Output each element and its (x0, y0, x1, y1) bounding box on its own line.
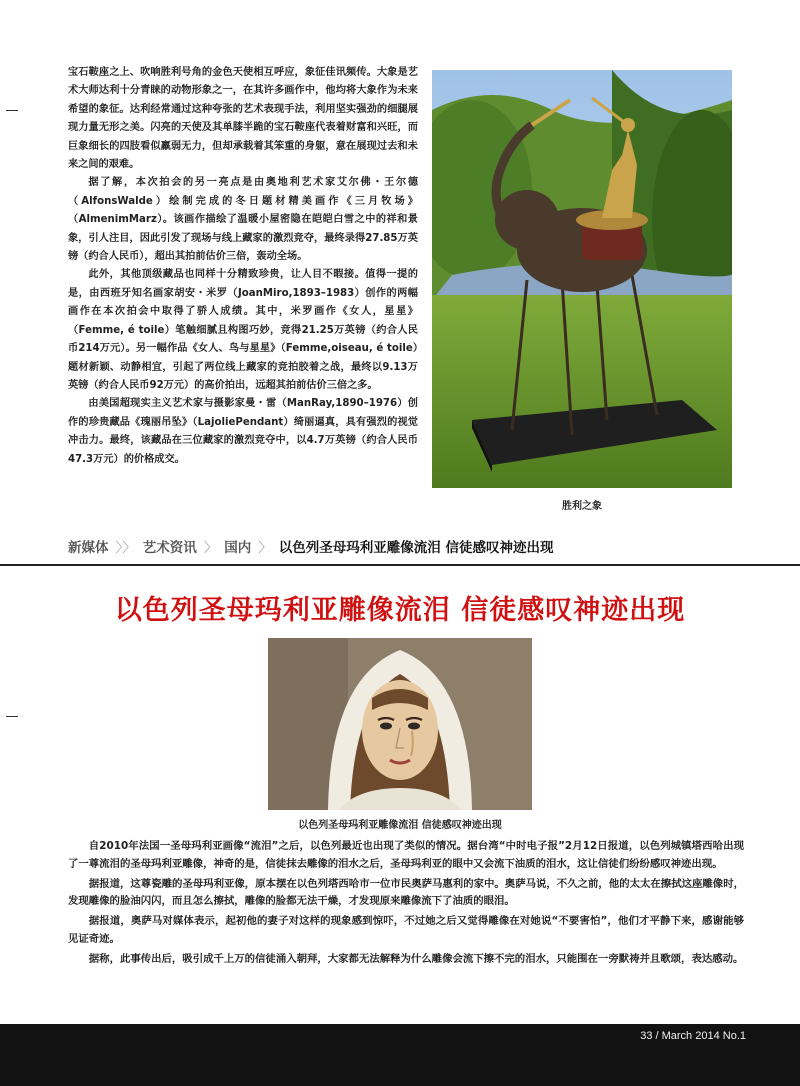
margin-mark-upper (6, 110, 18, 111)
main-paragraph-3: 据报道，奥萨马对媒体表示，起初他的妻子对这样的现象感到惊吓，不过她之后又觉得雕像在对她说“不要害怕”，他们才平静下来，感谢能够见证奇迹。 (68, 915, 744, 945)
breadcrumb-current: 以色列圣母玛利亚雕像流泪 信徒感叹神迹出现 (278, 540, 554, 556)
madonna-statue-illustration (268, 638, 532, 810)
breadcrumb-item-domestic[interactable]: 国内 (224, 540, 252, 556)
breadcrumb-separator: 〉 (258, 540, 272, 556)
main-paragraph-2: 据报道，这尊瓷雕的圣母玛利亚像，原本摆在以色列塔西哈市一位市民奥萨马惠利的家中。奥萨马说，不久之前，他的太太在擦拭这座雕像时，发现雕像的脸油闪闪，而且怎么擦拭，雕像的脸都无法干燥，才发现原来雕像流下了油质的眼泪。 (68, 877, 744, 908)
upper-paragraph-1: 宝石鞍座之上、吹响胜利号角的金色天使相互呼应，象征佳讯频传。大象是艺术大师达利十分青睐的动物形象之一，在其许多画作中，他均将大象作为未来希望的象征。达利经常通过这种夸张的艺术表现手法，利用坚实强劲的细腿展现力量无形之美。闪亮的天使及其单膝半跪的宝石鞍座代表着财富和兴旺，而巨象细长的四肢看似羸弱无力，但却承载着其笨重的身躯，意在展现过去和未来之间的艰难。 (68, 67, 418, 171)
margin-mark-lower (6, 716, 18, 717)
page-number: 33 / March 2014 No.1 (640, 1030, 746, 1042)
breadcrumb-separator: 〉 (203, 540, 218, 556)
breadcrumb (68, 536, 553, 556)
upper-paragraph-4: 由美国超现实主义艺术家与摄影家曼・雷（ManRay,1890–1976）创作的珍贵藏品《瑰丽吊坠》（LajoliePendant）绮丽逼真，具有强烈的视觉冲击力。最终，该藏品在三位藏家的激烈竞夺中，以4.7万英镑（约合人民币47.3万元）的价格成交。 (68, 398, 418, 465)
main-paragraph-4: 据称，此事传出后，吸引成千上万的信徒涌入朝拜，大家都无法解释为什么雕像会流下擦不完的泪水，只能围在一旁默祷并且歌颂，表达感动。 (88, 952, 744, 965)
madonna-photo-caption: 以色列圣母玛利亚雕像流泪 信徒感叹神迹出现 (298, 820, 502, 831)
main-article-body (68, 838, 744, 971)
upper-article-text (68, 64, 418, 469)
elephant-sculpture-illustration (432, 70, 732, 488)
elephant-photo-caption: 胜利之象 (562, 501, 602, 512)
main-paragraph-1: 自2010年法国一圣母玛利亚画像“流泪”之后，以色列最近也出现了类似的情况。据台湾“中时电子报”2月12日报道，以色列城镇塔西哈出现了一尊流泪的圣母玛利亚雕像，神奇的是，信徒抹去雕像的泪水之后，圣母玛利亚的眼中又会流下油质的泪水，这让信徒们纷纷感叹神迹出现。 (68, 840, 744, 870)
madonna-statue-photo (268, 638, 532, 810)
upper-paragraph-2: 据了解，本次拍会的另一亮点是由奥地利艺术家艾尔佛・王尔德（AlfonsWalde）绘制完成的冬日题材精美画作《三月牧场》（AlmenimMarz）。该画作描绘了温暖小屋密隐在皑皑白雪之中的祥和景象，引人注目，因此引发了现场与线上藏家的激烈竞夺，最终录得27.85万英镑（约合人民币），超出其拍前估价三倍，轰动全场。 (68, 177, 418, 263)
breadcrumb-item-art-news[interactable]: 艺术资讯 (142, 540, 197, 556)
upper-paragraph-3: 此外，其他顶级藏品也同样十分精致珍贵，让人目不暇接。值得一提的是，由西班牙知名画家胡安・米罗（JoanMiro,1893–1983）创作的两幅画作在本次拍会中取得了骄人成绩。其中，米罗画作《女人，星星》（Femme, é toile）笔触细腻且构图巧妙，竞得21.25万英镑（约合人民币214万元）。另一幅作品《女人、鸟与星星》（Femme,oiseau, é toile）题材新颖、动静相宜，引起了两位线上藏家的竞拍胶着之战，最终以9.13万英镑（约合人民币92万元）的高价拍出，远超其拍前估价三倍之多。 (68, 269, 418, 391)
section-divider (0, 564, 800, 566)
elephant-sculpture-photo (432, 70, 732, 488)
article-headline: 以色列圣母玛利亚雕像流泪 信徒感叹神迹出现 (114, 595, 686, 626)
breadcrumb-item-new-media[interactable]: 新媒体 (68, 540, 109, 556)
breadcrumb-separator: 〉〉 (115, 540, 136, 556)
